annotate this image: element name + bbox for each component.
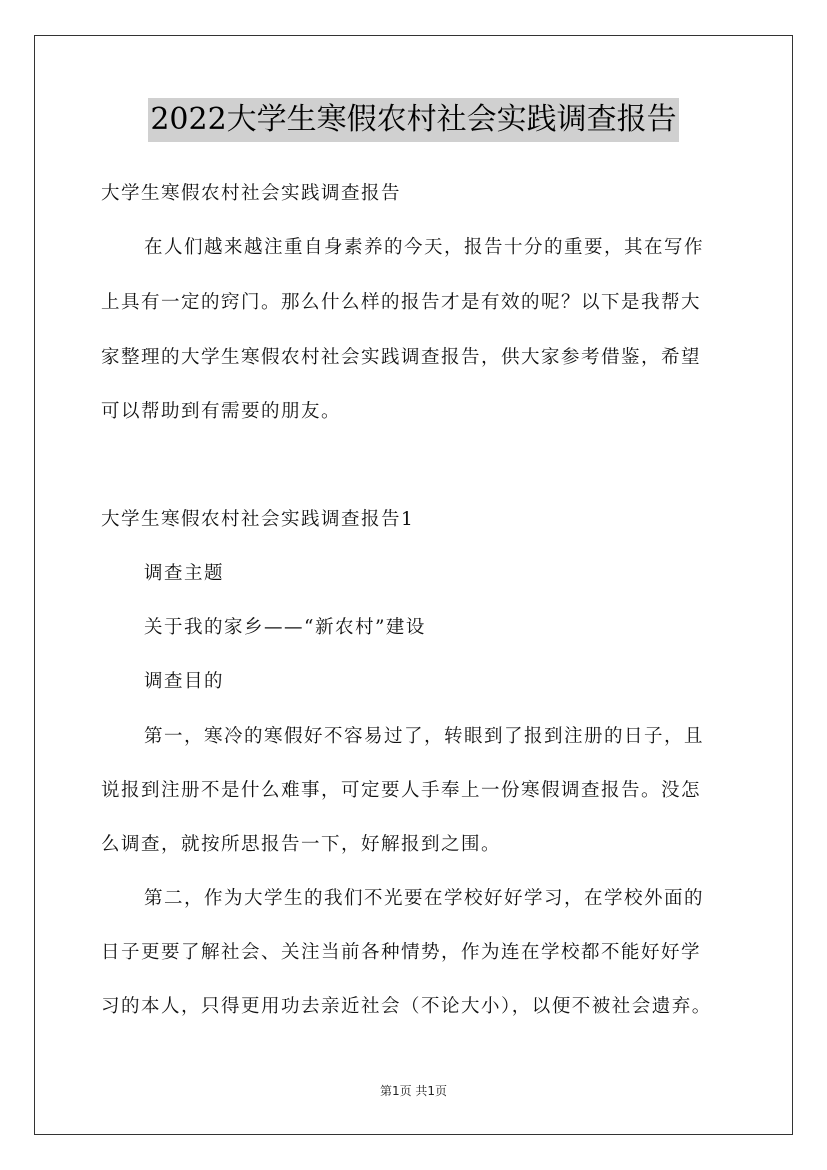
section-heading: 大学生寒假农村社会实践调查报告1 <box>101 509 415 530</box>
paragraph-line: 上具有一定的窍门。那么什么样的报告才是有效的呢？以下是我帮大 <box>101 292 702 313</box>
paragraph-line: 可以帮助到有需要的朋友。 <box>101 401 342 422</box>
paragraph-line: 第一，寒冷的寒假好不容易过了，转眼到了报到注册的日子，且 <box>144 726 705 747</box>
paragraph-line: 说报到注册不是什么难事，可定要人手奉上一份寒假调查报告。没怎 <box>101 780 702 801</box>
document-title: 2022大学生寒假农村社会实践调查报告 <box>148 98 678 142</box>
paragraph-line: 么调查，就按所思报告一下，好解报到之围。 <box>101 834 502 855</box>
subheading: 调查主题 <box>144 563 225 584</box>
paragraph-line: 关于我的家乡——“新农村”建设 <box>144 617 426 638</box>
paragraph-line: 家整理的大学生寒假农村社会实践调查报告，供大家参考借鉴，希望 <box>101 347 702 368</box>
paragraph-line: 在人们越来越注重自身素养的今天，报告十分的重要，其在写作 <box>144 237 705 258</box>
page-number-footer: 第1页 共1页 <box>379 1084 448 1098</box>
paragraph-line: 日子更要了解社会、关注当前各种情势，作为连在学校都不能好好学 <box>101 942 702 963</box>
section-heading: 大学生寒假农村社会实践调查报告 <box>101 183 402 204</box>
paragraph-line: 习的本人，只得更用功去亲近社会（不论大小），以便不被社会遗弃。 <box>101 996 712 1017</box>
title-container <box>0 98 827 142</box>
paragraph-line: 第二，作为大学生的我们不光要在学校好好学习，在学校外面的 <box>144 888 705 909</box>
subheading: 调查目的 <box>144 671 225 692</box>
